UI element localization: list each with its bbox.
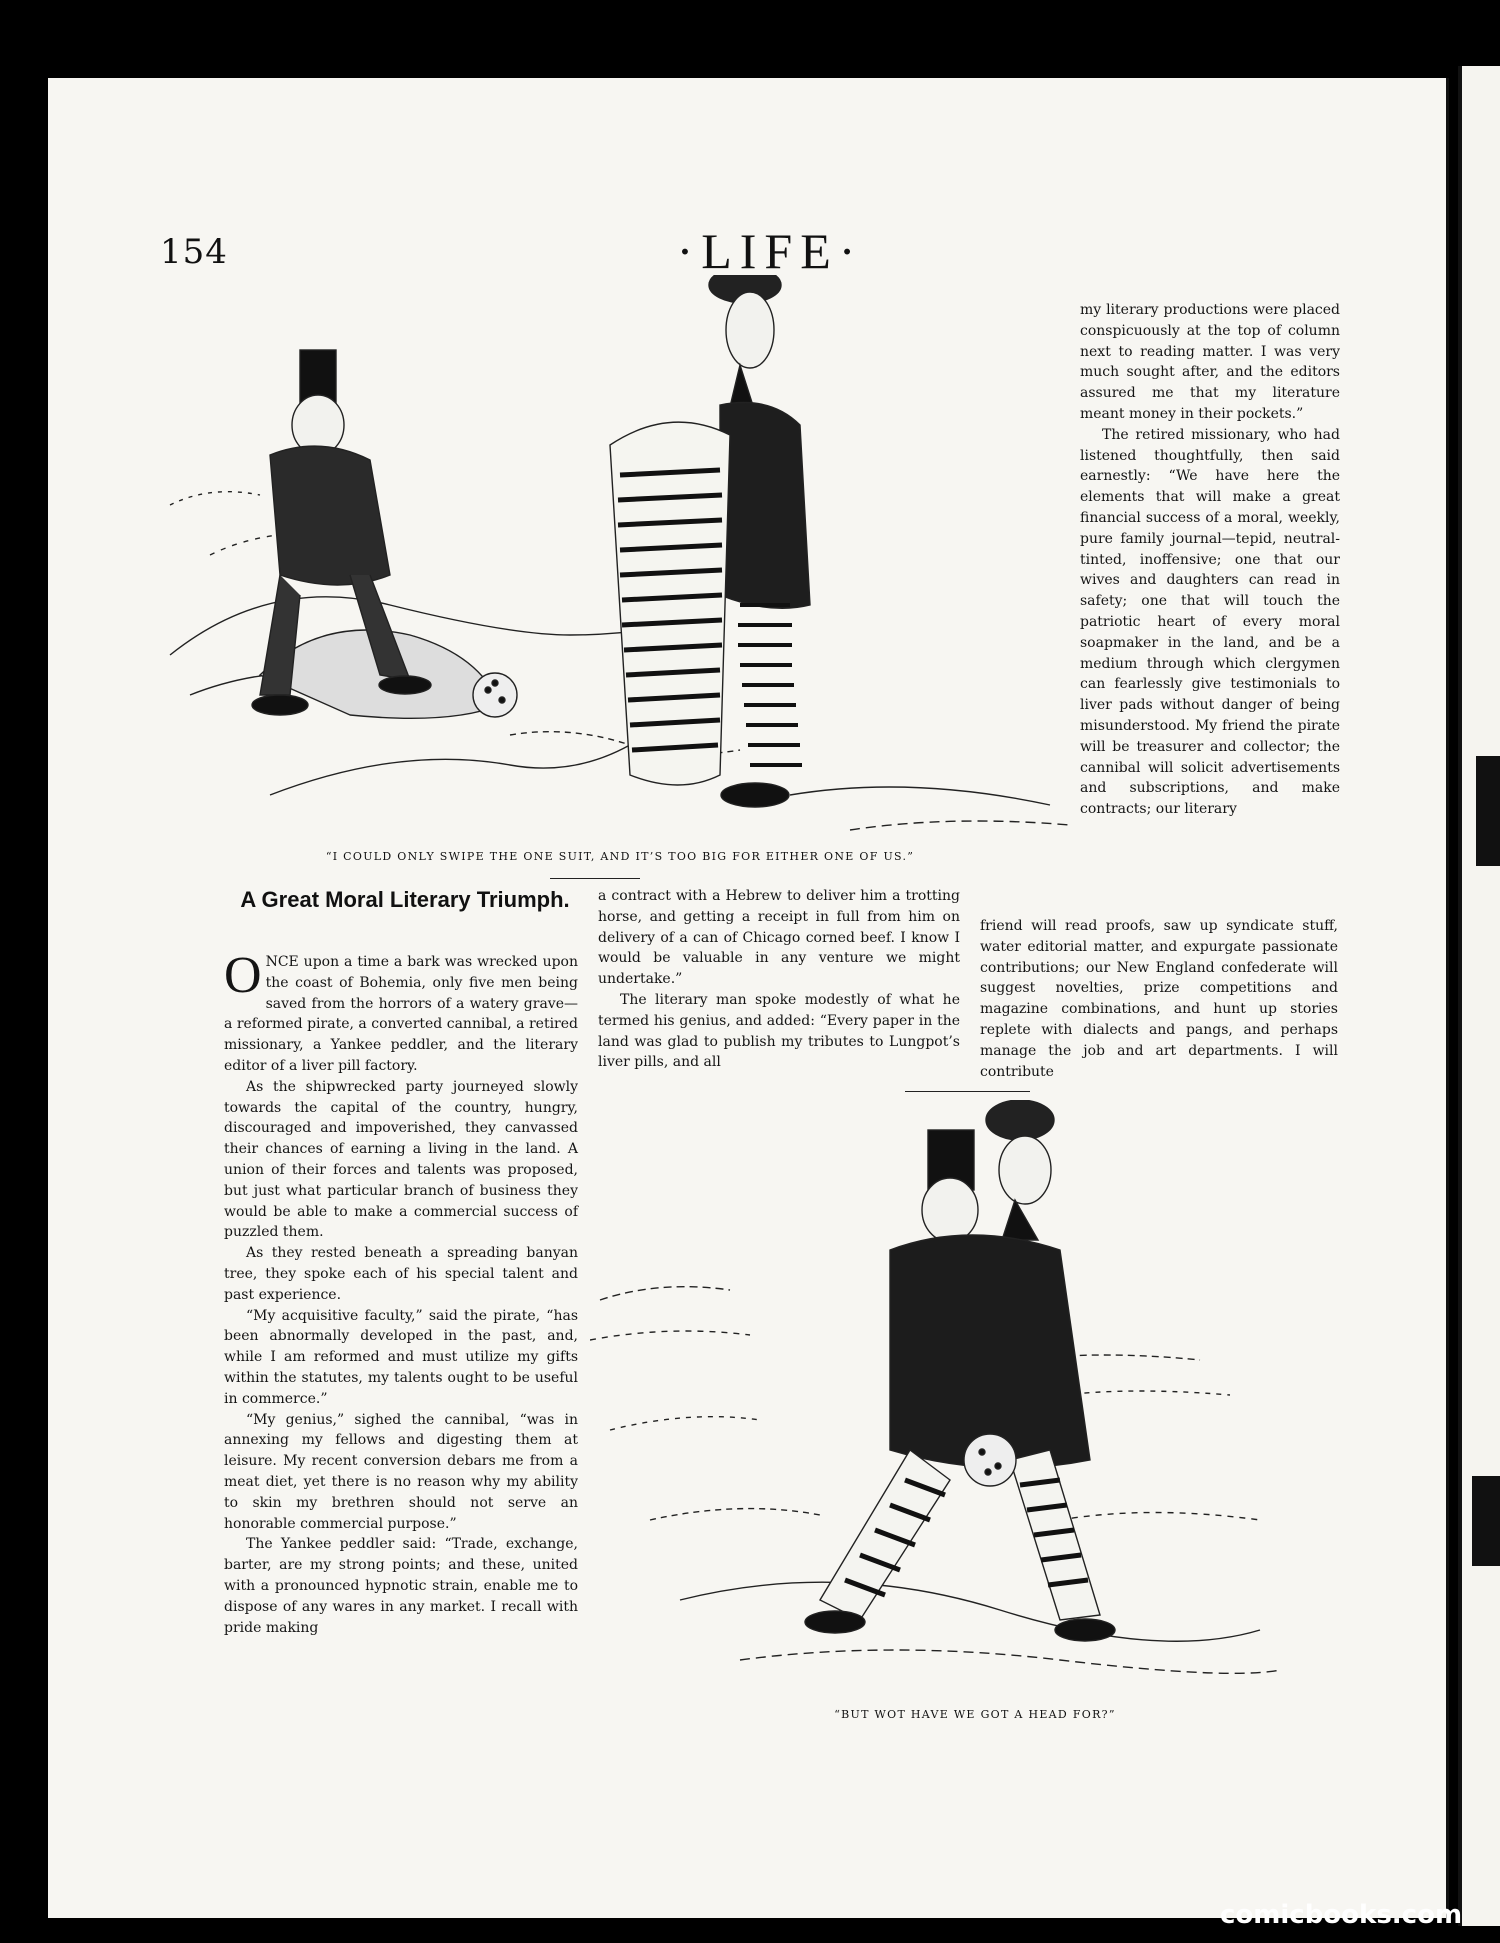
page-number: 154 [160,232,228,272]
article-paragraph: The Yankee peddler said: “Trade, exchange, barter, are my strong points; and these, united with a pronounced hypnotic strain, enable me to dispose of any wares in any market. I recall with pride making [224,1536,578,1636]
article-paragraph: As the shipwrecked party journeyed slowly towards the capital of the country, hungry, discouraged and impoverished, they canvassed their chances of earning a living in the land. A union of their forces and talents was proposed, but just what particular branch of business they would be able to make a commercial success of puzzled them. [224,1078,578,1241]
article-paragraph: As they rested beneath a spreading banyan tree, they spoke each of his special talent and past experience. [224,1245,578,1303]
site-watermark: comicbooks.com [1220,1900,1463,1930]
bottom-caption: “BUT WOT HAVE WE GOT A HEAD FOR?” [834,1708,1116,1721]
article-column-3-continued [980,916,1338,1082]
adjacent-page-edge [1458,66,1500,1926]
article-column-3 [1080,300,1340,820]
divider-rule [905,1091,1030,1092]
top-caption: “I COULD ONLY SWIPE THE ONE SUIT, AND IT’S TOO BIG FOR EITHER ONE OF US.” [325,850,915,863]
article-paragraph: The retired missionary, who had listened thoughtfully, then said earnestly: “We have here the elements that will make a great financial success of a moral, weekly, pure family journal—tepid, neutral-tinted, inoffensive; one that our wives and daughters can read in safety; one that will touch the patriotic heart of every moral soapmaker in the land, and be a medium through which clergymen can fearlessly give testimonials to liver pads without danger of being misunderstood. My friend the pirate will be treasurer and collector; the cannibal will solicit advertisements and subscriptions, and make contracts; our literary [1080,426,1340,818]
divider-rule [550,878,640,879]
cartoon-two-heads-one-suit-walking-icon [590,1100,1290,1700]
article-headline: A Great Moral Literary Triumph. [240,887,570,912]
article-column-1 [224,947,578,1638]
article-paragraph: The literary man spoke modestly of what he termed his genius, and added: “Every paper in the land was glad to publish my tributes to Lungpot’s liver pills, and all [598,991,960,1071]
drop-cap: O [224,947,262,1004]
paragraph-text: NCE upon a time a bark was wrecked upon the coast of Bohemia, only five men being saved from the horrors of a watery grave—a reformed pirate, a converted cannibal, a retired missionary, a Yankee peddler, and the literary editor of a liver pill factory. [224,954,578,1074]
cartoon-two-castaways-with-striped-suit-icon [150,275,1080,835]
masthead-title: ·LIFE· [676,223,864,279]
article-paragraph: my literary productions were placed conspicuously at the top of column next to reading matter. I was very much sought after, and the editors assured me that my literature meant money in their pockets.” [1080,302,1340,422]
article-paragraph: “My acquisitive faculty,” said the pirate, “has been abnormally developed in the past, and, while I am reformed and must utilize my gifts within the statutes, my talents ought to be useful in commerce.” [224,1307,578,1407]
article-paragraph [224,947,578,1077]
article-paragraph: friend will read proofs, saw up syndicate stuff, water editorial matter, and expurgate passionate contributions; our New England confederate will suggest novelties, prize competitions and magazine combinations, and hunt up stories replete with dialects and pangs, and perhaps manage the job and art departments. I will contribute [980,918,1338,1080]
page-edge-mark [1476,756,1500,866]
top-illustration [150,275,1080,835]
bottom-illustration [590,1100,1290,1700]
page-edge-mark [1472,1476,1500,1566]
article-column-2 [598,886,960,1073]
article-paragraph: a contract with a Hebrew to deliver him a trotting horse, and getting a receipt in full from him on delivery of a can of Chicago corned beef. I know I would be valuable in any venture we might undertake.” [598,888,960,988]
article-paragraph: “My genius,” sighed the cannibal, “was in annexing my fellows and digesting them at leisure. My recent conversion debars me from a meat diet, yet there is no reason why my ability to skin my brethren should not serve an honorable commercial purpose.” [224,1411,578,1532]
